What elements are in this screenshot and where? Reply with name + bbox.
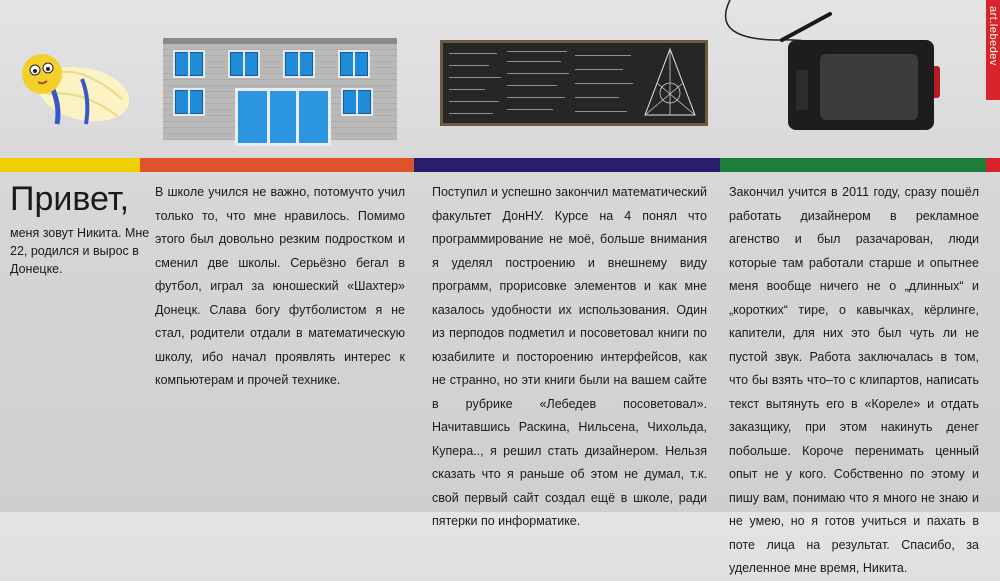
color-segment-yellow [0, 158, 140, 172]
university-paragraph: Поступил и успешно закончил математический факультет ДонНУ. Курсе на 4 понял что программирование не моё, больше внимания я уделял построению и внешнему виду программ, прорисовке элементов и как мне казалось удобности их использования. Один из перподов подметил и посоветовал книги по юзабилите и постороению интерфейсов, как не странно, но эти книги были на вашем сайте в рубрике «Лебедев посоветовал». Начитавшись Раскина, Нильсена, Чихольда, Купера.., я решил стать дизайнером. Нельзя сказать что я раньше об этом не думал, т.к. свой первый сайт создал ещё в школе, ради пятерки по информатике. [432, 185, 707, 528]
work-paragraph: Закончил учится в 2011 году, сразу пошёл работать дизайнером в рекламное агенство и был разачарован, люди которые там работали старше и опытнее меня вообще ничего не о „длинных“ и „коротких“ тире, о кавычках, кёрлинге, капители, для них это был чуть ли не пустой звук. Работа заключалась в том, что бы взять что–то с клипартов, написать текст вытянуть его в «Кореле» и отдать заказщику, при этом накинуть денег побольше. Короче перенимать ценный опыт не у кого. Собственно по этому и пишу вам, понимаю что я много не знаю и не умею, но я готов учиться и пахать в поте лица на результат. Спасибо, за уделенное мне время, Никита. [729, 185, 979, 575]
greeting-heading: Привет, [10, 180, 130, 218]
color-segment-red [986, 158, 1000, 172]
blackboard-icon [440, 40, 708, 126]
baby-icon [12, 44, 132, 134]
school-building-icon [163, 38, 397, 140]
side-tab[interactable] [986, 0, 1000, 100]
color-segment-navy [414, 158, 720, 172]
side-tab-label: art.lebedev [987, 6, 999, 66]
color-segment-orange [140, 158, 414, 172]
color-segment-green [720, 158, 986, 172]
intro-text: меня зовут Никита. Мне 22, родился и вырос в Донецке. [10, 226, 150, 276]
graphics-tablet-icon [720, 0, 940, 140]
school-paragraph: В школе учился не важно, потомучто учил только то, что мне нравилось. Помимо этого был довольно резким подростком и сменил две школы. Серьёзно бегал в футбол, играл за юношеский «Шахтер» Донецк. Слава богу футболистом я не стал, родители отдали в математическую школу, ибо начал проявлять интерес к компьютерам и прочей технике. [155, 185, 405, 387]
